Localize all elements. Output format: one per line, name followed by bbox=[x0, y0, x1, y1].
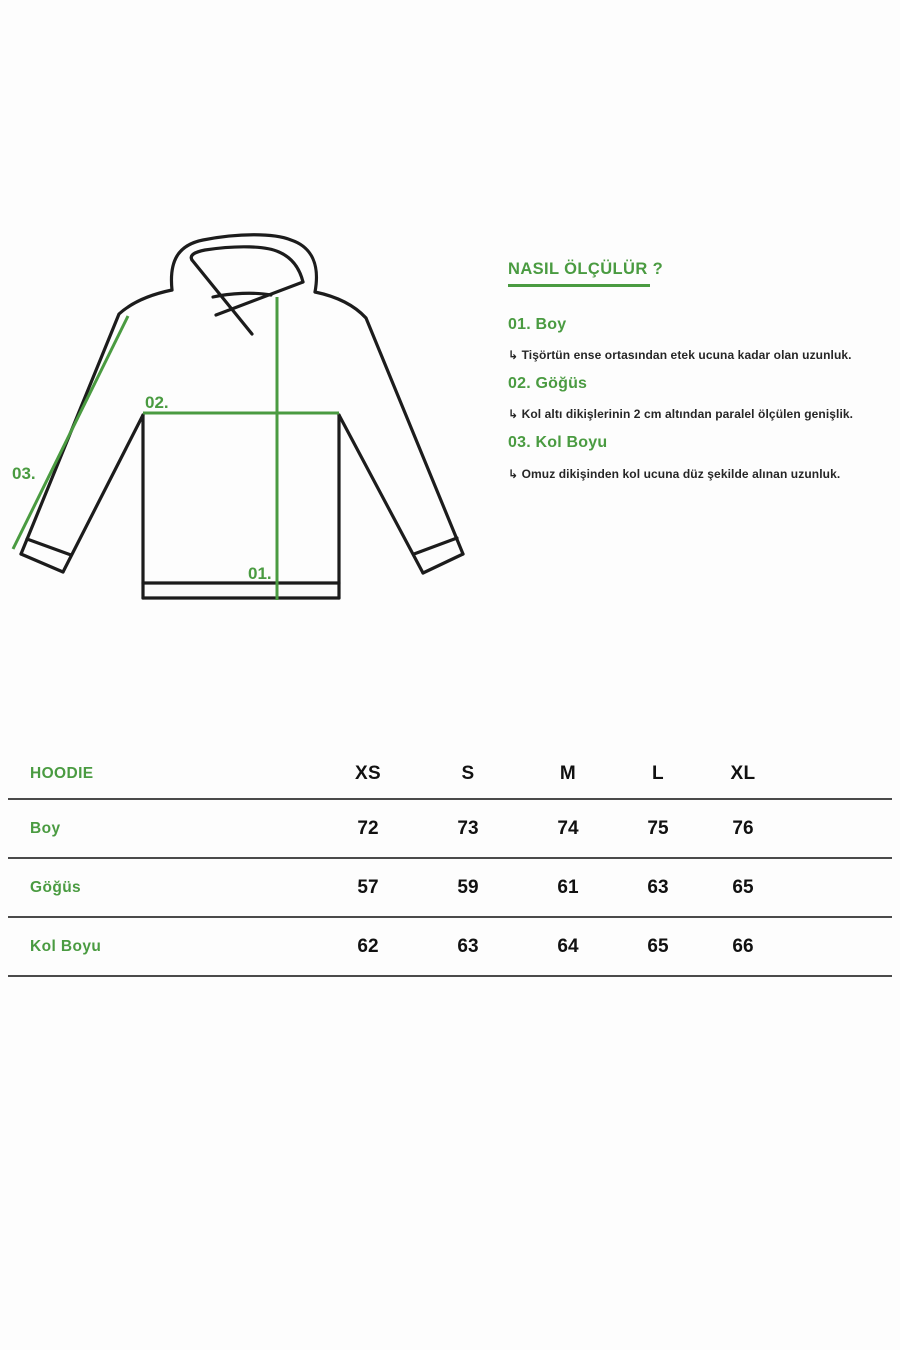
guide-heading-kol-boyu: 03. Kol Boyu bbox=[508, 434, 608, 451]
left-cuff bbox=[21, 539, 71, 572]
boy-l: 75 bbox=[647, 817, 669, 839]
row-label-gogus: Göğüs bbox=[30, 878, 82, 896]
boy-xl: 76 bbox=[732, 817, 754, 839]
gogus-xs: 57 bbox=[357, 876, 379, 898]
gogus-l: 63 bbox=[647, 876, 669, 898]
right-shoulder-sleeve bbox=[315, 292, 463, 554]
kol-boyu-l: 65 bbox=[647, 935, 669, 957]
column-header-s: S bbox=[461, 763, 475, 784]
right-inner-sleeve bbox=[339, 415, 423, 573]
gogus-m: 61 bbox=[557, 876, 579, 898]
boy-m: 74 bbox=[557, 817, 579, 839]
boy-s: 73 bbox=[457, 817, 479, 839]
row-label-kol-boyu: Kol Boyu bbox=[30, 937, 102, 955]
left-inner-sleeve bbox=[63, 415, 143, 572]
kol-boyu-xl: 66 bbox=[732, 935, 754, 957]
guide-desc-gogus: ↳ Kol altı dikişlerinin 2 cm altından paralel ölçülen genişlik. bbox=[508, 407, 854, 421]
collar-right-flap bbox=[216, 282, 303, 315]
kol-boyu-xs: 62 bbox=[357, 935, 379, 957]
product-name: HOODIE bbox=[30, 765, 94, 782]
size-table-header-row bbox=[8, 750, 892, 800]
sleeve-measure-line bbox=[13, 316, 128, 549]
kol-boyu-s: 63 bbox=[457, 935, 479, 957]
column-header-xl: XL bbox=[730, 763, 756, 784]
title-underline bbox=[508, 284, 650, 287]
column-header-l: L bbox=[652, 763, 664, 784]
hoodie-measurement-diagram bbox=[0, 220, 480, 620]
row-label-boy: Boy bbox=[30, 819, 61, 837]
guide-title: NASIL ÖLÇÜLÜR ? bbox=[508, 260, 664, 278]
column-header-xs: XS bbox=[355, 763, 381, 784]
table-row-gogus bbox=[8, 859, 892, 918]
guide-desc-boy: ↳ Tişörtün ense ortasından etek ucuna kadar olan uzunluk. bbox=[508, 348, 852, 362]
boy-xs: 72 bbox=[357, 817, 379, 839]
guide-heading-boy: 01. Boy bbox=[508, 316, 567, 333]
table-row-boy bbox=[8, 800, 892, 859]
chest-measure-label: 02. bbox=[145, 393, 169, 412]
sleeve-measure-label: 03. bbox=[12, 464, 36, 483]
hood-inner-rim bbox=[191, 247, 303, 282]
guide-heading-gogus: 02. Göğüs bbox=[508, 375, 588, 392]
left-shoulder-sleeve bbox=[21, 290, 172, 554]
guide-desc-kol-boyu: ↳ Omuz dikişinden kol ucuna düz şekilde alınan uzunluk. bbox=[508, 467, 841, 481]
hoodie-sketch bbox=[0, 220, 480, 620]
length-measure-label: 01. bbox=[248, 564, 272, 583]
gogus-s: 59 bbox=[457, 876, 479, 898]
column-header-m: M bbox=[559, 763, 577, 784]
hem-band bbox=[143, 583, 339, 598]
gogus-xl: 65 bbox=[732, 876, 754, 898]
size-table bbox=[8, 750, 892, 977]
collar-left-flap bbox=[192, 260, 252, 334]
kol-boyu-m: 64 bbox=[557, 935, 579, 957]
measuring-guide bbox=[508, 253, 900, 503]
table-row-kol-boyu bbox=[8, 918, 892, 977]
